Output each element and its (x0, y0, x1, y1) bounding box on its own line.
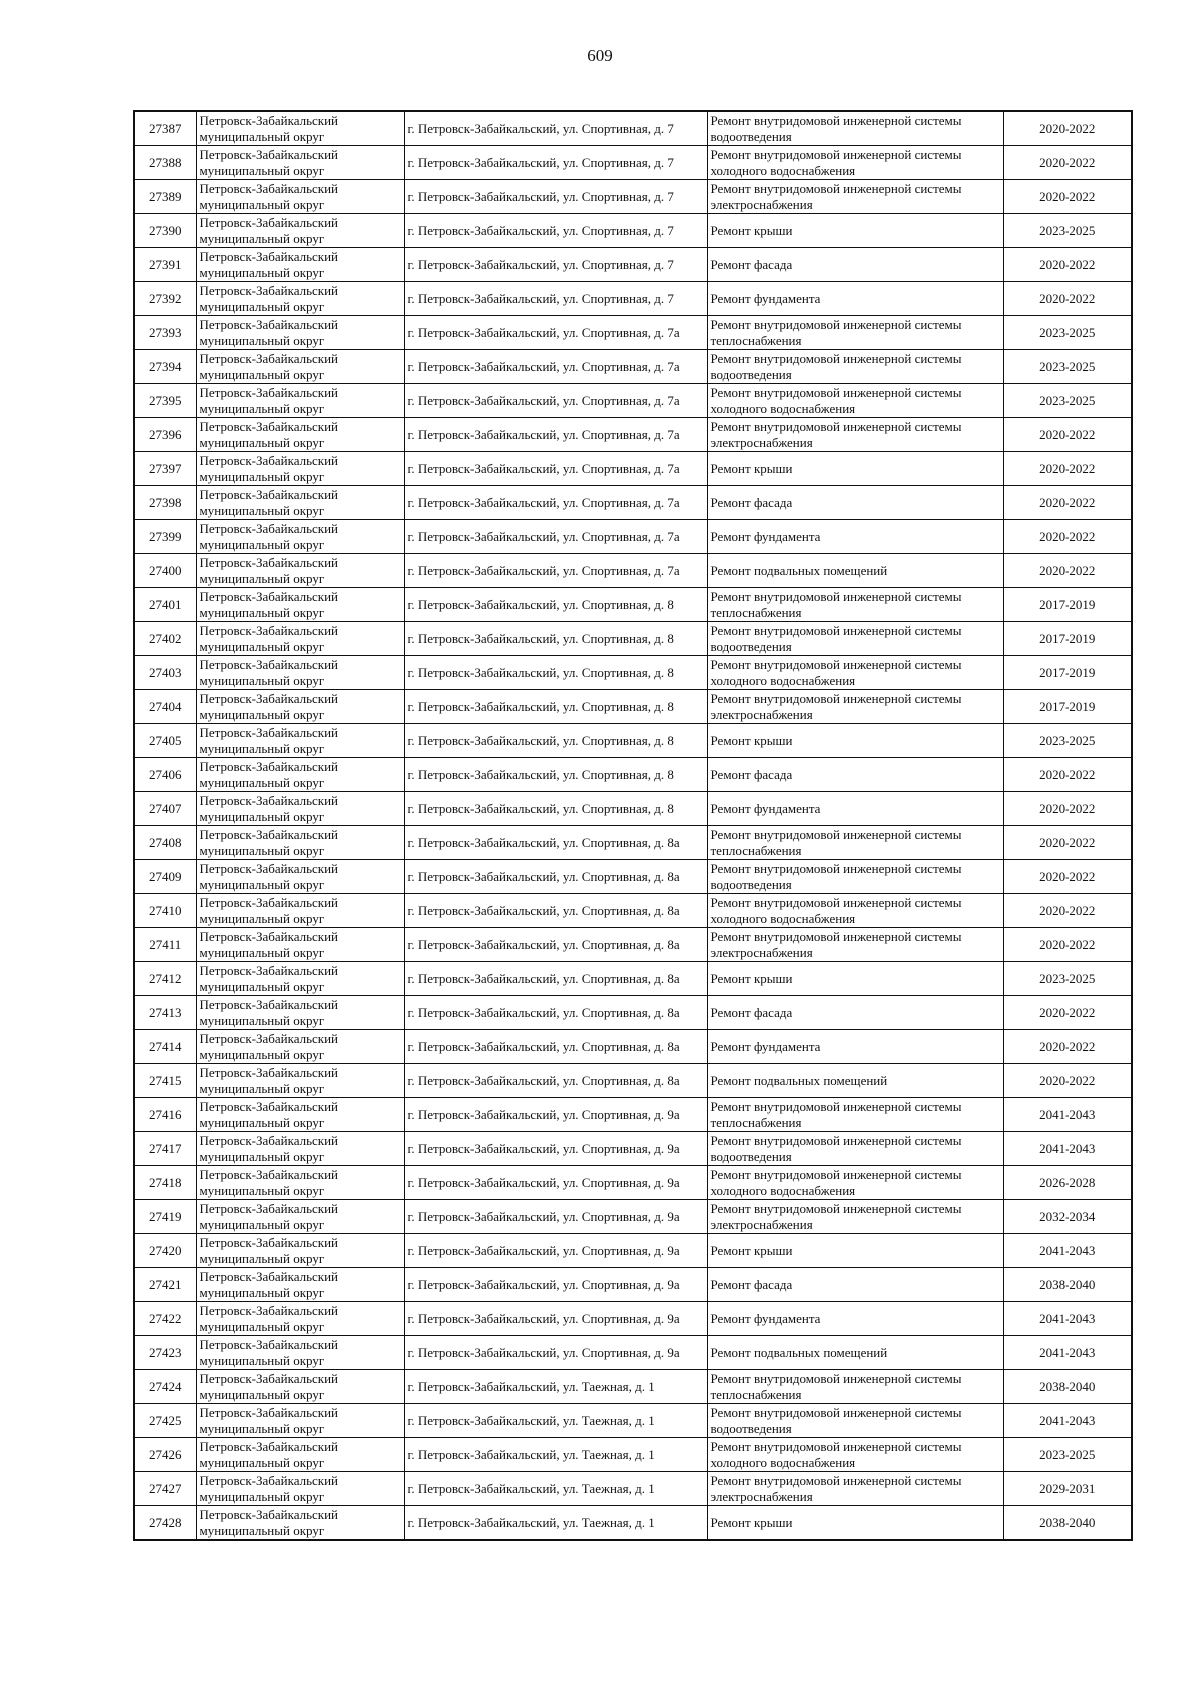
period-cell: 2029-2031 (1003, 1472, 1132, 1506)
table-row (134, 1268, 1132, 1302)
table-row (134, 452, 1132, 486)
period-cell: 2041-2043 (1003, 1132, 1132, 1166)
address-cell: г. Петровск-Забайкальский, ул. Таежная, д. 1 (404, 1506, 707, 1541)
period-cell: 2020-2022 (1003, 792, 1132, 826)
municipality-cell: Петровск-Забайкальский муниципальный округ (196, 656, 404, 690)
row-number-cell: 27406 (134, 758, 196, 792)
period-cell: 2026-2028 (1003, 1166, 1132, 1200)
table-row (134, 724, 1132, 758)
row-number-cell: 27396 (134, 418, 196, 452)
table-row (134, 826, 1132, 860)
municipality-cell: Петровск-Забайкальский муниципальный округ (196, 1370, 404, 1404)
period-cell: 2020-2022 (1003, 554, 1132, 588)
registry-table-body (134, 111, 1132, 1540)
municipality-cell: Петровск-Забайкальский муниципальный округ (196, 316, 404, 350)
work-type-cell: Ремонт фундамента (707, 282, 1003, 316)
table-row (134, 996, 1132, 1030)
period-cell: 2041-2043 (1003, 1404, 1132, 1438)
table-row (134, 690, 1132, 724)
period-cell: 2020-2022 (1003, 520, 1132, 554)
address-cell: г. Петровск-Забайкальский, ул. Спортивная, д. 8 (404, 758, 707, 792)
municipality-cell: Петровск-Забайкальский муниципальный округ (196, 520, 404, 554)
address-cell: г. Петровск-Забайкальский, ул. Спортивная, д. 8а (404, 996, 707, 1030)
row-number-cell: 27420 (134, 1234, 196, 1268)
address-cell: г. Петровск-Забайкальский, ул. Спортивная, д. 7а (404, 452, 707, 486)
period-cell: 2038-2040 (1003, 1268, 1132, 1302)
table-row (134, 588, 1132, 622)
period-cell: 2020-2022 (1003, 418, 1132, 452)
period-cell: 2020-2022 (1003, 758, 1132, 792)
address-cell: г. Петровск-Забайкальский, ул. Спортивная, д. 8 (404, 724, 707, 758)
work-type-cell: Ремонт внутридомовой инженерной системы водоотведения (707, 622, 1003, 656)
period-cell: 2020-2022 (1003, 1064, 1132, 1098)
work-type-cell: Ремонт фундамента (707, 1030, 1003, 1064)
row-number-cell: 27418 (134, 1166, 196, 1200)
table-row (134, 758, 1132, 792)
municipality-cell: Петровск-Забайкальский муниципальный округ (196, 860, 404, 894)
address-cell: г. Петровск-Забайкальский, ул. Спортивная, д. 7а (404, 350, 707, 384)
period-cell: 2017-2019 (1003, 622, 1132, 656)
municipality-cell: Петровск-Забайкальский муниципальный округ (196, 1234, 404, 1268)
address-cell: г. Петровск-Забайкальский, ул. Спортивная, д. 8 (404, 690, 707, 724)
address-cell: г. Петровск-Забайкальский, ул. Таежная, д. 1 (404, 1472, 707, 1506)
work-type-cell: Ремонт внутридомовой инженерной системы электроснабжения (707, 928, 1003, 962)
municipality-cell: Петровск-Забайкальский муниципальный округ (196, 1472, 404, 1506)
period-cell: 2020-2022 (1003, 282, 1132, 316)
table-row (134, 1200, 1132, 1234)
period-cell: 2023-2025 (1003, 214, 1132, 248)
row-number-cell: 27395 (134, 384, 196, 418)
table-row (134, 792, 1132, 826)
work-type-cell: Ремонт внутридомовой инженерной системы холодного водоснабжения (707, 656, 1003, 690)
table-row (134, 656, 1132, 690)
table-row (134, 622, 1132, 656)
period-cell: 2023-2025 (1003, 350, 1132, 384)
table-row (134, 1438, 1132, 1472)
table-row (134, 1098, 1132, 1132)
period-cell: 2020-2022 (1003, 180, 1132, 214)
row-number-cell: 27392 (134, 282, 196, 316)
address-cell: г. Петровск-Забайкальский, ул. Спортивная, д. 8а (404, 928, 707, 962)
table-row (134, 316, 1132, 350)
address-cell: г. Петровск-Забайкальский, ул. Спортивная, д. 7 (404, 180, 707, 214)
address-cell: г. Петровск-Забайкальский, ул. Спортивная, д. 7а (404, 418, 707, 452)
address-cell: г. Петровск-Забайкальский, ул. Спортивная, д. 8а (404, 894, 707, 928)
work-type-cell: Ремонт внутридомовой инженерной системы холодного водоснабжения (707, 1438, 1003, 1472)
municipality-cell: Петровск-Забайкальский муниципальный округ (196, 554, 404, 588)
row-number-cell: 27403 (134, 656, 196, 690)
row-number-cell: 27427 (134, 1472, 196, 1506)
municipality-cell: Петровск-Забайкальский муниципальный округ (196, 111, 404, 146)
municipality-cell: Петровск-Забайкальский муниципальный округ (196, 486, 404, 520)
table-row (134, 418, 1132, 452)
municipality-cell: Петровск-Забайкальский муниципальный округ (196, 894, 404, 928)
work-type-cell: Ремонт внутридомовой инженерной системы теплоснабжения (707, 316, 1003, 350)
work-type-cell: Ремонт внутридомовой инженерной системы холодного водоснабжения (707, 894, 1003, 928)
table-row (134, 486, 1132, 520)
work-type-cell: Ремонт внутридомовой инженерной системы теплоснабжения (707, 1098, 1003, 1132)
address-cell: г. Петровск-Забайкальский, ул. Спортивная, д. 8а (404, 1064, 707, 1098)
period-cell: 2020-2022 (1003, 928, 1132, 962)
period-cell: 2020-2022 (1003, 1030, 1132, 1064)
municipality-cell: Петровск-Забайкальский муниципальный округ (196, 452, 404, 486)
municipality-cell: Петровск-Забайкальский муниципальный округ (196, 962, 404, 996)
period-cell: 2023-2025 (1003, 1438, 1132, 1472)
row-number-cell: 27411 (134, 928, 196, 962)
address-cell: г. Петровск-Забайкальский, ул. Спортивная, д. 7 (404, 248, 707, 282)
municipality-cell: Петровск-Забайкальский муниципальный округ (196, 350, 404, 384)
municipality-cell: Петровск-Забайкальский муниципальный округ (196, 384, 404, 418)
municipality-cell: Петровск-Забайкальский муниципальный округ (196, 928, 404, 962)
municipality-cell: Петровск-Забайкальский муниципальный округ (196, 180, 404, 214)
table-row (134, 350, 1132, 384)
work-type-cell: Ремонт внутридомовой инженерной системы водоотведения (707, 1404, 1003, 1438)
row-number-cell: 27400 (134, 554, 196, 588)
work-type-cell: Ремонт фундамента (707, 1302, 1003, 1336)
municipality-cell: Петровск-Забайкальский муниципальный округ (196, 690, 404, 724)
period-cell: 2038-2040 (1003, 1506, 1132, 1541)
period-cell: 2023-2025 (1003, 724, 1132, 758)
period-cell: 2017-2019 (1003, 588, 1132, 622)
row-number-cell: 27407 (134, 792, 196, 826)
row-number-cell: 27388 (134, 146, 196, 180)
row-number-cell: 27401 (134, 588, 196, 622)
municipality-cell: Петровск-Забайкальский муниципальный округ (196, 1404, 404, 1438)
table-row (134, 1064, 1132, 1098)
work-type-cell: Ремонт крыши (707, 724, 1003, 758)
work-type-cell: Ремонт крыши (707, 452, 1003, 486)
address-cell: г. Петровск-Забайкальский, ул. Спортивная, д. 9а (404, 1200, 707, 1234)
work-type-cell: Ремонт внутридомовой инженерной системы холодного водоснабжения (707, 1166, 1003, 1200)
table-row (134, 1506, 1132, 1541)
work-type-cell: Ремонт внутридомовой инженерной системы водоотведения (707, 350, 1003, 384)
address-cell: г. Петровск-Забайкальский, ул. Спортивная, д. 7а (404, 520, 707, 554)
period-cell: 2017-2019 (1003, 656, 1132, 690)
address-cell: г. Петровск-Забайкальский, ул. Спортивная, д. 8 (404, 656, 707, 690)
row-number-cell: 27398 (134, 486, 196, 520)
municipality-cell: Петровск-Забайкальский муниципальный округ (196, 792, 404, 826)
municipality-cell: Петровск-Забайкальский муниципальный округ (196, 1132, 404, 1166)
municipality-cell: Петровск-Забайкальский муниципальный округ (196, 1030, 404, 1064)
table-row (134, 1234, 1132, 1268)
work-type-cell: Ремонт фасада (707, 758, 1003, 792)
work-type-cell: Ремонт подвальных помещений (707, 1064, 1003, 1098)
period-cell: 2038-2040 (1003, 1370, 1132, 1404)
table-row (134, 180, 1132, 214)
municipality-cell: Петровск-Забайкальский муниципальный округ (196, 282, 404, 316)
municipality-cell: Петровск-Забайкальский муниципальный округ (196, 1166, 404, 1200)
period-cell: 2041-2043 (1003, 1302, 1132, 1336)
table-row (134, 1404, 1132, 1438)
work-type-cell: Ремонт фасада (707, 486, 1003, 520)
period-cell: 2020-2022 (1003, 894, 1132, 928)
address-cell: г. Петровск-Забайкальский, ул. Спортивная, д. 7 (404, 282, 707, 316)
address-cell: г. Петровск-Забайкальский, ул. Спортивная, д. 7а (404, 316, 707, 350)
row-number-cell: 27389 (134, 180, 196, 214)
row-number-cell: 27423 (134, 1336, 196, 1370)
row-number-cell: 27426 (134, 1438, 196, 1472)
work-type-cell: Ремонт внутридомовой инженерной системы водоотведения (707, 1132, 1003, 1166)
address-cell: г. Петровск-Забайкальский, ул. Спортивная, д. 8а (404, 962, 707, 996)
municipality-cell: Петровск-Забайкальский муниципальный округ (196, 724, 404, 758)
period-cell: 2020-2022 (1003, 248, 1132, 282)
row-number-cell: 27413 (134, 996, 196, 1030)
address-cell: г. Петровск-Забайкальский, ул. Таежная, д. 1 (404, 1438, 707, 1472)
address-cell: г. Петровск-Забайкальский, ул. Спортивная, д. 9а (404, 1098, 707, 1132)
work-type-cell: Ремонт внутридомовой инженерной системы электроснабжения (707, 180, 1003, 214)
address-cell: г. Петровск-Забайкальский, ул. Спортивная, д. 9а (404, 1234, 707, 1268)
address-cell: г. Петровск-Забайкальский, ул. Спортивная, д. 8а (404, 1030, 707, 1064)
period-cell: 2023-2025 (1003, 316, 1132, 350)
table-row (134, 384, 1132, 418)
row-number-cell: 27424 (134, 1370, 196, 1404)
table-row (134, 928, 1132, 962)
row-number-cell: 27415 (134, 1064, 196, 1098)
row-number-cell: 27428 (134, 1506, 196, 1541)
table-row (134, 894, 1132, 928)
municipality-cell: Петровск-Забайкальский муниципальный округ (196, 826, 404, 860)
row-number-cell: 27390 (134, 214, 196, 248)
address-cell: г. Петровск-Забайкальский, ул. Спортивная, д. 7 (404, 214, 707, 248)
address-cell: г. Петровск-Забайкальский, ул. Спортивная, д. 9а (404, 1302, 707, 1336)
period-cell: 2017-2019 (1003, 690, 1132, 724)
work-type-cell: Ремонт фасада (707, 1268, 1003, 1302)
row-number-cell: 27414 (134, 1030, 196, 1064)
work-type-cell: Ремонт фундамента (707, 792, 1003, 826)
row-number-cell: 27408 (134, 826, 196, 860)
table-row (134, 282, 1132, 316)
row-number-cell: 27394 (134, 350, 196, 384)
row-number-cell: 27399 (134, 520, 196, 554)
work-type-cell: Ремонт внутридомовой инженерной системы холодного водоснабжения (707, 146, 1003, 180)
row-number-cell: 27405 (134, 724, 196, 758)
period-cell: 2023-2025 (1003, 384, 1132, 418)
municipality-cell: Петровск-Забайкальский муниципальный округ (196, 1064, 404, 1098)
table-row (134, 554, 1132, 588)
row-number-cell: 27391 (134, 248, 196, 282)
address-cell: г. Петровск-Забайкальский, ул. Спортивная, д. 7а (404, 554, 707, 588)
table-row (134, 1166, 1132, 1200)
work-type-cell: Ремонт подвальных помещений (707, 1336, 1003, 1370)
row-number-cell: 27422 (134, 1302, 196, 1336)
row-number-cell: 27425 (134, 1404, 196, 1438)
address-cell: г. Петровск-Забайкальский, ул. Спортивная, д. 8а (404, 860, 707, 894)
address-cell: г. Петровск-Забайкальский, ул. Спортивная, д. 7а (404, 384, 707, 418)
row-number-cell: 27404 (134, 690, 196, 724)
work-type-cell: Ремонт фундамента (707, 520, 1003, 554)
municipality-cell: Петровск-Забайкальский муниципальный округ (196, 622, 404, 656)
address-cell: г. Петровск-Забайкальский, ул. Спортивная, д. 7 (404, 146, 707, 180)
address-cell: г. Петровск-Забайкальский, ул. Спортивная, д. 9а (404, 1268, 707, 1302)
table-row (134, 520, 1132, 554)
row-number-cell: 27419 (134, 1200, 196, 1234)
address-cell: г. Петровск-Забайкальский, ул. Спортивная, д. 9а (404, 1336, 707, 1370)
municipality-cell: Петровск-Забайкальский муниципальный округ (196, 214, 404, 248)
work-type-cell: Ремонт фасада (707, 248, 1003, 282)
work-type-cell: Ремонт внутридомовой инженерной системы электроснабжения (707, 1200, 1003, 1234)
row-number-cell: 27421 (134, 1268, 196, 1302)
period-cell: 2041-2043 (1003, 1098, 1132, 1132)
address-cell: г. Петровск-Забайкальский, ул. Спортивная, д. 8 (404, 792, 707, 826)
period-cell: 2041-2043 (1003, 1336, 1132, 1370)
table-row (134, 1132, 1132, 1166)
period-cell: 2020-2022 (1003, 826, 1132, 860)
period-cell: 2032-2034 (1003, 1200, 1132, 1234)
municipality-cell: Петровск-Забайкальский муниципальный округ (196, 1336, 404, 1370)
table-row (134, 860, 1132, 894)
table-row (134, 1030, 1132, 1064)
municipality-cell: Петровск-Забайкальский муниципальный округ (196, 1098, 404, 1132)
table-row (134, 1336, 1132, 1370)
work-type-cell: Ремонт крыши (707, 1234, 1003, 1268)
municipality-cell: Петровск-Забайкальский муниципальный округ (196, 1200, 404, 1234)
period-cell: 2023-2025 (1003, 962, 1132, 996)
table-row (134, 1472, 1132, 1506)
period-cell: 2020-2022 (1003, 146, 1132, 180)
municipality-cell: Петровск-Забайкальский муниципальный округ (196, 588, 404, 622)
address-cell: г. Петровск-Забайкальский, ул. Спортивная, д. 7а (404, 486, 707, 520)
period-cell: 2020-2022 (1003, 452, 1132, 486)
period-cell: 2020-2022 (1003, 996, 1132, 1030)
work-type-cell: Ремонт внутридомовой инженерной системы водоотведения (707, 111, 1003, 146)
row-number-cell: 27402 (134, 622, 196, 656)
table-row (134, 1302, 1132, 1336)
row-number-cell: 27416 (134, 1098, 196, 1132)
address-cell: г. Петровск-Забайкальский, ул. Спортивная, д. 8а (404, 826, 707, 860)
municipality-cell: Петровск-Забайкальский муниципальный округ (196, 758, 404, 792)
registry-table (133, 110, 1133, 1541)
work-type-cell: Ремонт внутридомовой инженерной системы электроснабжения (707, 418, 1003, 452)
address-cell: г. Петровск-Забайкальский, ул. Спортивная, д. 9а (404, 1132, 707, 1166)
table-row (134, 214, 1132, 248)
address-cell: г. Петровск-Забайкальский, ул. Таежная, д. 1 (404, 1370, 707, 1404)
row-number-cell: 27409 (134, 860, 196, 894)
municipality-cell: Петровск-Забайкальский муниципальный округ (196, 996, 404, 1030)
table-row (134, 962, 1132, 996)
address-cell: г. Петровск-Забайкальский, ул. Спортивная, д. 8 (404, 588, 707, 622)
municipality-cell: Петровск-Забайкальский муниципальный округ (196, 1506, 404, 1541)
row-number-cell: 27410 (134, 894, 196, 928)
municipality-cell: Петровск-Забайкальский муниципальный округ (196, 1268, 404, 1302)
work-type-cell: Ремонт внутридомовой инженерной системы электроснабжения (707, 690, 1003, 724)
page-number: 609 (587, 46, 613, 65)
municipality-cell: Петровск-Забайкальский муниципальный округ (196, 418, 404, 452)
period-cell: 2020-2022 (1003, 111, 1132, 146)
table-row (134, 248, 1132, 282)
row-number-cell: 27387 (134, 111, 196, 146)
address-cell: г. Петровск-Забайкальский, ул. Спортивная, д. 9а (404, 1166, 707, 1200)
work-type-cell: Ремонт внутридомовой инженерной системы водоотведения (707, 860, 1003, 894)
municipality-cell: Петровск-Забайкальский муниципальный округ (196, 146, 404, 180)
work-type-cell: Ремонт внутридомовой инженерной системы теплоснабжения (707, 1370, 1003, 1404)
row-number-cell: 27417 (134, 1132, 196, 1166)
address-cell: г. Петровск-Забайкальский, ул. Спортивная, д. 7 (404, 111, 707, 146)
work-type-cell: Ремонт внутридомовой инженерной системы холодного водоснабжения (707, 384, 1003, 418)
address-cell: г. Петровск-Забайкальский, ул. Таежная, д. 1 (404, 1404, 707, 1438)
municipality-cell: Петровск-Забайкальский муниципальный округ (196, 1438, 404, 1472)
municipality-cell: Петровск-Забайкальский муниципальный округ (196, 248, 404, 282)
work-type-cell: Ремонт крыши (707, 962, 1003, 996)
work-type-cell: Ремонт внутридомовой инженерной системы теплоснабжения (707, 826, 1003, 860)
work-type-cell: Ремонт подвальных помещений (707, 554, 1003, 588)
municipality-cell: Петровск-Забайкальский муниципальный округ (196, 1302, 404, 1336)
period-cell: 2041-2043 (1003, 1234, 1132, 1268)
table-row (134, 1370, 1132, 1404)
work-type-cell: Ремонт крыши (707, 1506, 1003, 1541)
row-number-cell: 27412 (134, 962, 196, 996)
work-type-cell: Ремонт крыши (707, 214, 1003, 248)
work-type-cell: Ремонт фасада (707, 996, 1003, 1030)
table-row (134, 146, 1132, 180)
period-cell: 2020-2022 (1003, 486, 1132, 520)
work-type-cell: Ремонт внутридомовой инженерной системы электроснабжения (707, 1472, 1003, 1506)
row-number-cell: 27397 (134, 452, 196, 486)
period-cell: 2020-2022 (1003, 860, 1132, 894)
work-type-cell: Ремонт внутридомовой инженерной системы теплоснабжения (707, 588, 1003, 622)
row-number-cell: 27393 (134, 316, 196, 350)
address-cell: г. Петровск-Забайкальский, ул. Спортивная, д. 8 (404, 622, 707, 656)
table-row (134, 111, 1132, 146)
